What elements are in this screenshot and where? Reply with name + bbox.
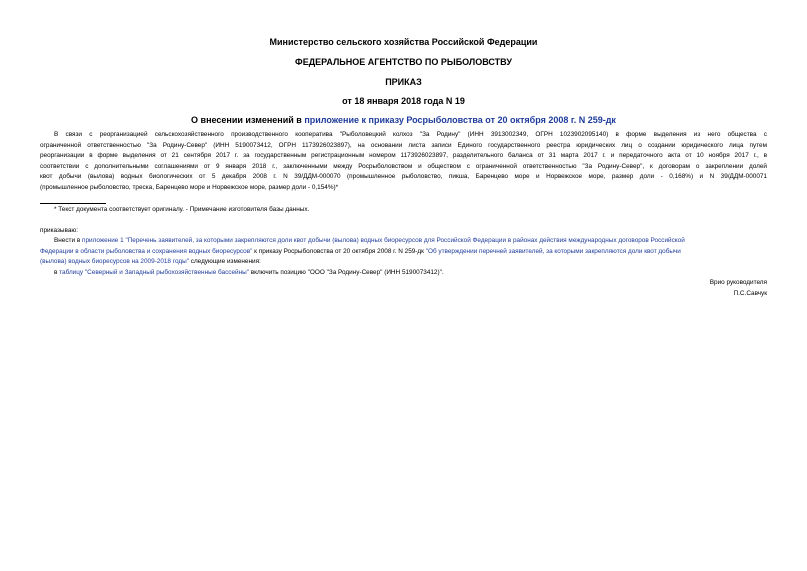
- preamble-line: квот добычи (вылова) водных биологических от 5 декабря 2008 г. N 39/ДДМ-000070 (промышленное рыболовство, пикша, Баренцево море и Норвежское море, размер доли - 0,168%) и N 39/ДДМ-000071: [40, 173, 767, 180]
- body-text: включить позицию "ООО "За Родину-Север" (ИНН 5190073412)".: [249, 268, 444, 276]
- appendix-link-cont[interactable]: Федерации в области рыболовства и сохранения водных биоресурсов": [40, 247, 253, 255]
- preamble-paragraph: [40, 130, 767, 193]
- title-prefix: О внесении изменений в: [191, 115, 305, 125]
- approval-order-link-cont[interactable]: (вылова) водных биоресурсов на 2009-2018 годы": [40, 258, 189, 265]
- body-text: к приказу Росрыболовства от 20 октября 2008 г. N 259-дк: [252, 247, 426, 255]
- order-word-text: приказываю:: [40, 227, 78, 234]
- title-link[interactable]: приложение к приказу Росрыболовства от 20 октября 2008 г. N 259-дк: [304, 115, 616, 125]
- preamble-line: В связи с реорганизацией сельскохозяйственного производственного кооператива "Рыболовецкий колхоз "За Родину" (ИНН 3913002349, ОГРН 1023902095140) в форме выделения из него общества с: [54, 131, 767, 138]
- body-text: следующие изменения:: [188, 258, 261, 265]
- approval-order-link[interactable]: "Об утверждении перечней заявителей, за которыми закрепляются доли квот добычи: [425, 247, 681, 255]
- preamble-line: ограниченной ответственностью "За Родину-Север" (ИНН 5190073412, ОГРН 1173926023897), на основании листа записи Единого государственного реестра юридических лиц о создании юридического лица путем: [40, 141, 767, 149]
- body-line-1: [40, 236, 767, 247]
- table-link[interactable]: таблицу "Северный и Западный рыбохозяйственные бассейны": [59, 268, 250, 276]
- body-line-3: [40, 257, 767, 268]
- footnote: [40, 205, 767, 216]
- preamble-line: реорганизации в форме выделения от 21 сентября 2017 г. за государственным регистрационным номером 1173926023897, разделительного баланса от 31 марта 2017 г. и передаточного акта от 10 ноября 2017 г., в: [40, 152, 767, 159]
- date-number-heading: от 18 января 2018 года N 19: [342, 96, 465, 106]
- ministry-heading: Министерство сельского хозяйства Российской Федерации: [269, 37, 538, 47]
- preamble-line: соответствии с дополнительными соглашениями от 9 января 2018 г., заключенными между Росрыболовством и обществом с ограниченной ответственностью "За Родину-Север", к договорам о закреплении долей: [40, 162, 767, 170]
- order-body: [40, 236, 767, 278]
- signature-position: Врио руководителя: [709, 279, 767, 286]
- signature-name: П.С.Савчук: [733, 290, 767, 297]
- agency-heading: ФЕДЕРАЛЬНОЕ АГЕНТСТВО ПО РЫБОЛОВСТВУ: [295, 57, 512, 67]
- document-title: [0, 115, 807, 125]
- order-word: [40, 226, 767, 237]
- preamble-line: (промышленное рыболовство, треска, Баренцево море и Норвежское море, размер доли - 0,154%)*: [40, 183, 339, 191]
- body-text: в: [54, 268, 60, 276]
- body-line-4: [40, 268, 767, 279]
- document-type-heading: ПРИКАЗ: [385, 77, 422, 87]
- appendix-link[interactable]: приложение 1 "Перечень заявителей, за которыми закрепляются доли квот добычи (вылова) водных биоресурсов для Российской Федерации в районах действия международных договоров Российской: [81, 237, 685, 244]
- footnote-text: * Текст документа соответствует оригиналу. - Примечание изготовителя базы данных.: [54, 206, 310, 213]
- body-text: Внести в: [54, 237, 82, 244]
- body-line-2: [40, 247, 767, 258]
- footnote-divider: [40, 203, 106, 204]
